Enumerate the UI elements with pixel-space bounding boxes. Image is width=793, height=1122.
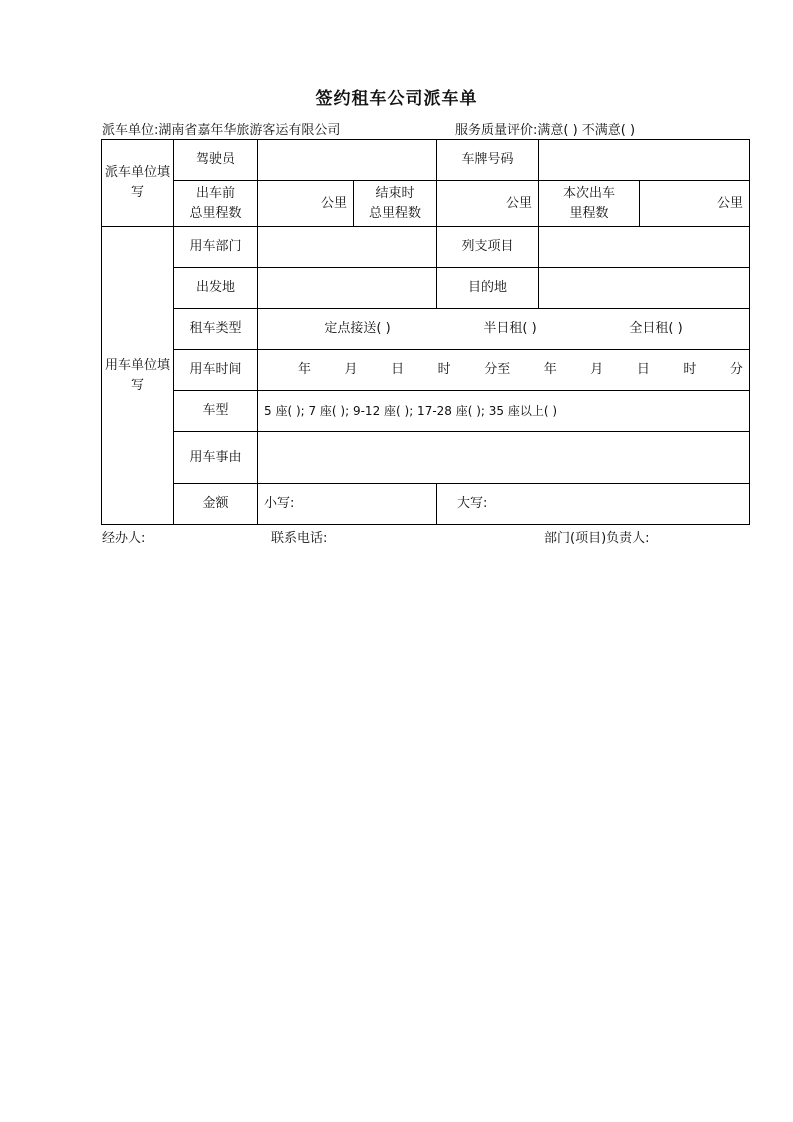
project-label: 列支项目 <box>437 227 539 268</box>
user-section-label: 用车单位填写 <box>102 227 174 525</box>
rent-option-full-day[interactable]: 全日租( ) <box>629 321 683 336</box>
page-title: 签约租车公司派车单 <box>315 89 478 109</box>
dept-label: 用车部门 <box>174 227 258 268</box>
driver-label: 驾驶员 <box>174 140 258 181</box>
time-field[interactable]: 年 月 日 时 分至 年 月 日 时 分 <box>258 350 750 391</box>
dispatch-section-label: 派车单位填写 <box>102 140 174 227</box>
project-field[interactable] <box>539 227 750 268</box>
rent-option-fixed[interactable]: 定点接送( ) <box>324 321 391 336</box>
reason-label: 用车事由 <box>174 432 258 484</box>
dest-label: 目的地 <box>437 268 539 309</box>
rent-type-label: 租车类型 <box>174 309 258 350</box>
odo-start-field[interactable]: 公里 <box>258 181 354 227</box>
plate-field[interactable] <box>539 140 750 181</box>
quality-eval-line: 服务质量评价:满意( ) 不满意( ) <box>455 123 636 138</box>
responsible-line: 部门(项目)负责人: <box>544 531 650 546</box>
origin-field[interactable] <box>258 268 437 309</box>
plate-label: 车牌号码 <box>437 140 539 181</box>
dispatch-unit-line: 派车单位:湖南省嘉年华旅游客运有限公司 <box>102 123 341 138</box>
amount-big-field[interactable]: 大写: <box>437 484 750 525</box>
trip-km-label: 本次出车 里程数 <box>539 181 640 227</box>
dest-field[interactable] <box>539 268 750 309</box>
driver-field[interactable] <box>258 140 437 181</box>
rent-option-half-day[interactable]: 半日租( ) <box>483 321 537 336</box>
odo-end-label: 结束时 总里程数 <box>354 181 437 227</box>
dispatch-form-table <box>101 139 750 525</box>
car-type-label: 车型 <box>174 391 258 432</box>
origin-label: 出发地 <box>174 268 258 309</box>
dept-field[interactable] <box>258 227 437 268</box>
phone-line: 联系电话: <box>271 531 328 546</box>
trip-km-field[interactable]: 公里 <box>640 181 750 227</box>
handler-line: 经办人: <box>102 531 146 546</box>
time-label: 用车时间 <box>174 350 258 391</box>
amount-label: 金额 <box>174 484 258 525</box>
odo-end-field[interactable]: 公里 <box>437 181 539 227</box>
amount-small-field[interactable]: 小写: <box>258 484 437 525</box>
rent-type-options[interactable] <box>258 309 750 350</box>
reason-field[interactable] <box>258 432 750 484</box>
odo-start-label: 出车前 总里程数 <box>174 181 258 227</box>
car-type-options[interactable]: 5 座( ); 7 座( ); 9-12 座( ); 17-28 座( ); 35 座以上( ) <box>258 391 750 432</box>
